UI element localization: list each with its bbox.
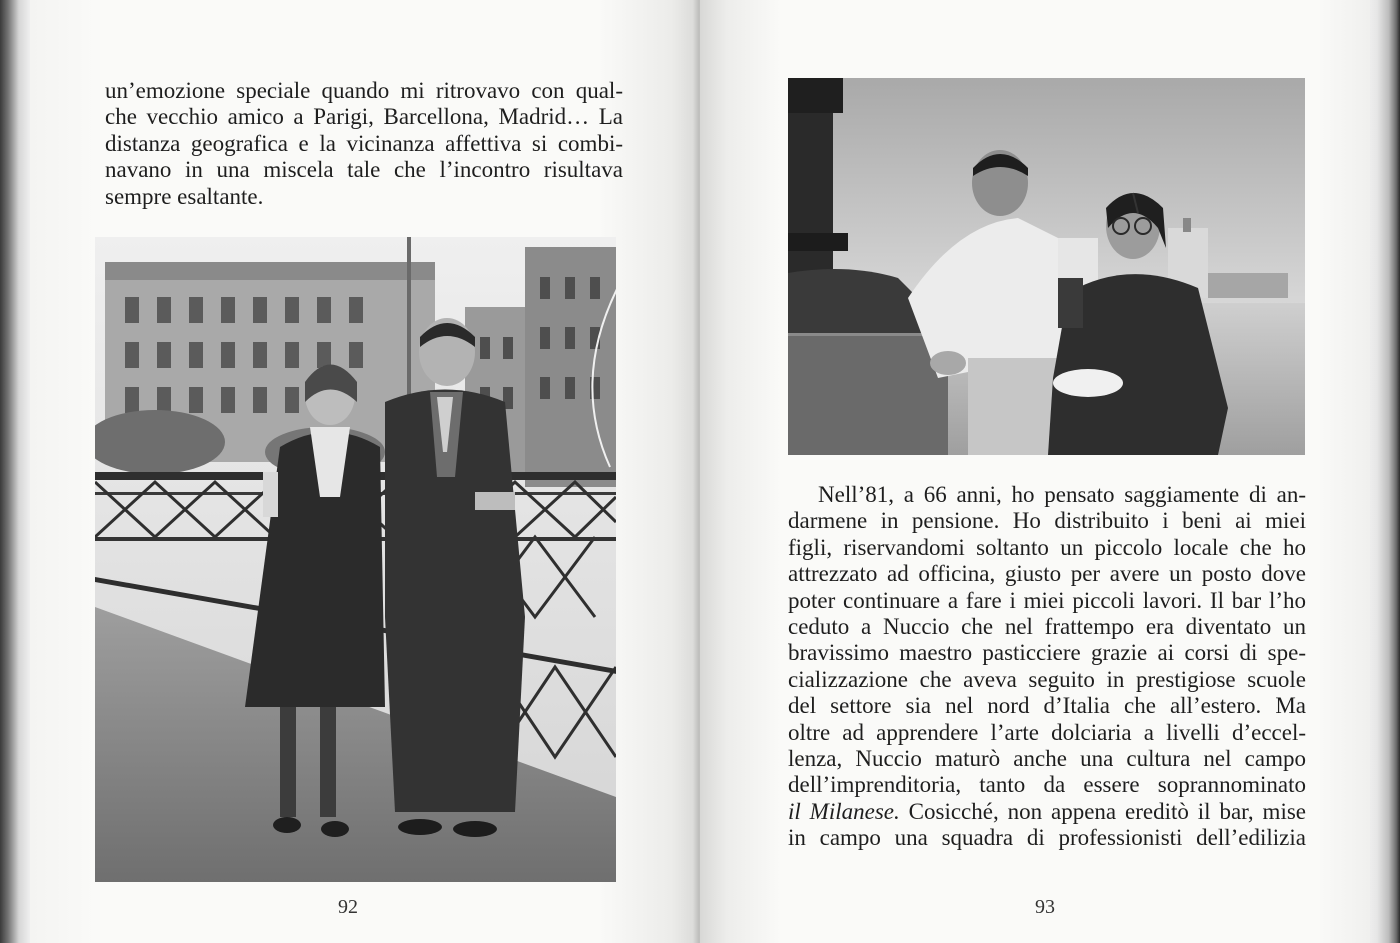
text-line: che vecchio amico a Parigi, Barcellona, Madrid… La (105, 104, 623, 130)
text-line: lenza, Nuccio maturò anche una cultura nel campo (788, 746, 1306, 772)
text-line: oltre ad apprendere l’arte dolciaria a livelli d’eccel- (788, 719, 1306, 745)
text-line: darmene in pensione. Ho distribuito i beni ai miei (788, 508, 1306, 534)
text-line: cializzazione che aveva seguito in prestigiose scuole (788, 666, 1306, 692)
text-line: figli, riservandomi soltanto un piccolo locale che ho (788, 534, 1306, 560)
text-line: distanza geografica e la vicinanza affettiva si combi- (105, 130, 623, 156)
text-line: navano in una miscela tale che l’incontro risultava (105, 157, 623, 183)
text-line: attrezzato ad officina, giusto per avere un posto dove (788, 561, 1306, 587)
page-left (30, 0, 698, 943)
page-number-right: 93 (1035, 896, 1055, 918)
text-line (788, 799, 1306, 825)
photo-couple-on-bridge-illustration (95, 237, 616, 882)
text-fragment: Cosicché, non appena ereditò il bar, mise (899, 798, 1306, 824)
text-line: dell’imprenditoria, tanto da essere soprannominato (788, 772, 1306, 798)
page-number-left: 92 (338, 896, 358, 918)
photo-couple-on-bridge (95, 237, 616, 882)
italic-nickname: il Milanese. (788, 798, 900, 824)
text-line: ceduto a Nuccio che nel frattempo era diventato un (788, 614, 1306, 640)
left-page-text (105, 78, 623, 210)
text-line: in campo una squadra di professionisti dell’edilizia (788, 825, 1306, 851)
right-page-text (788, 482, 1306, 852)
page-right (700, 0, 1370, 943)
text-line: bravissimo maestro pasticciere grazie ai corsi di spe- (788, 640, 1306, 666)
text-line: del settore sia nel nord d’Italia che all’estero. Ma (788, 693, 1306, 719)
photo-couple-at-seafront-illustration (788, 78, 1305, 455)
text-line: poter continuare a fare i miei piccoli lavori. Il bar l’ho (788, 587, 1306, 613)
text-line: sempre esaltante. (105, 183, 264, 209)
text-line: un’emozione speciale quando mi ritrovavo con qual- (105, 78, 623, 103)
photo-couple-at-seafront (788, 78, 1305, 455)
text-line: Nell’81, a 66 anni, ho pensato saggiamente di an- (818, 482, 1306, 507)
